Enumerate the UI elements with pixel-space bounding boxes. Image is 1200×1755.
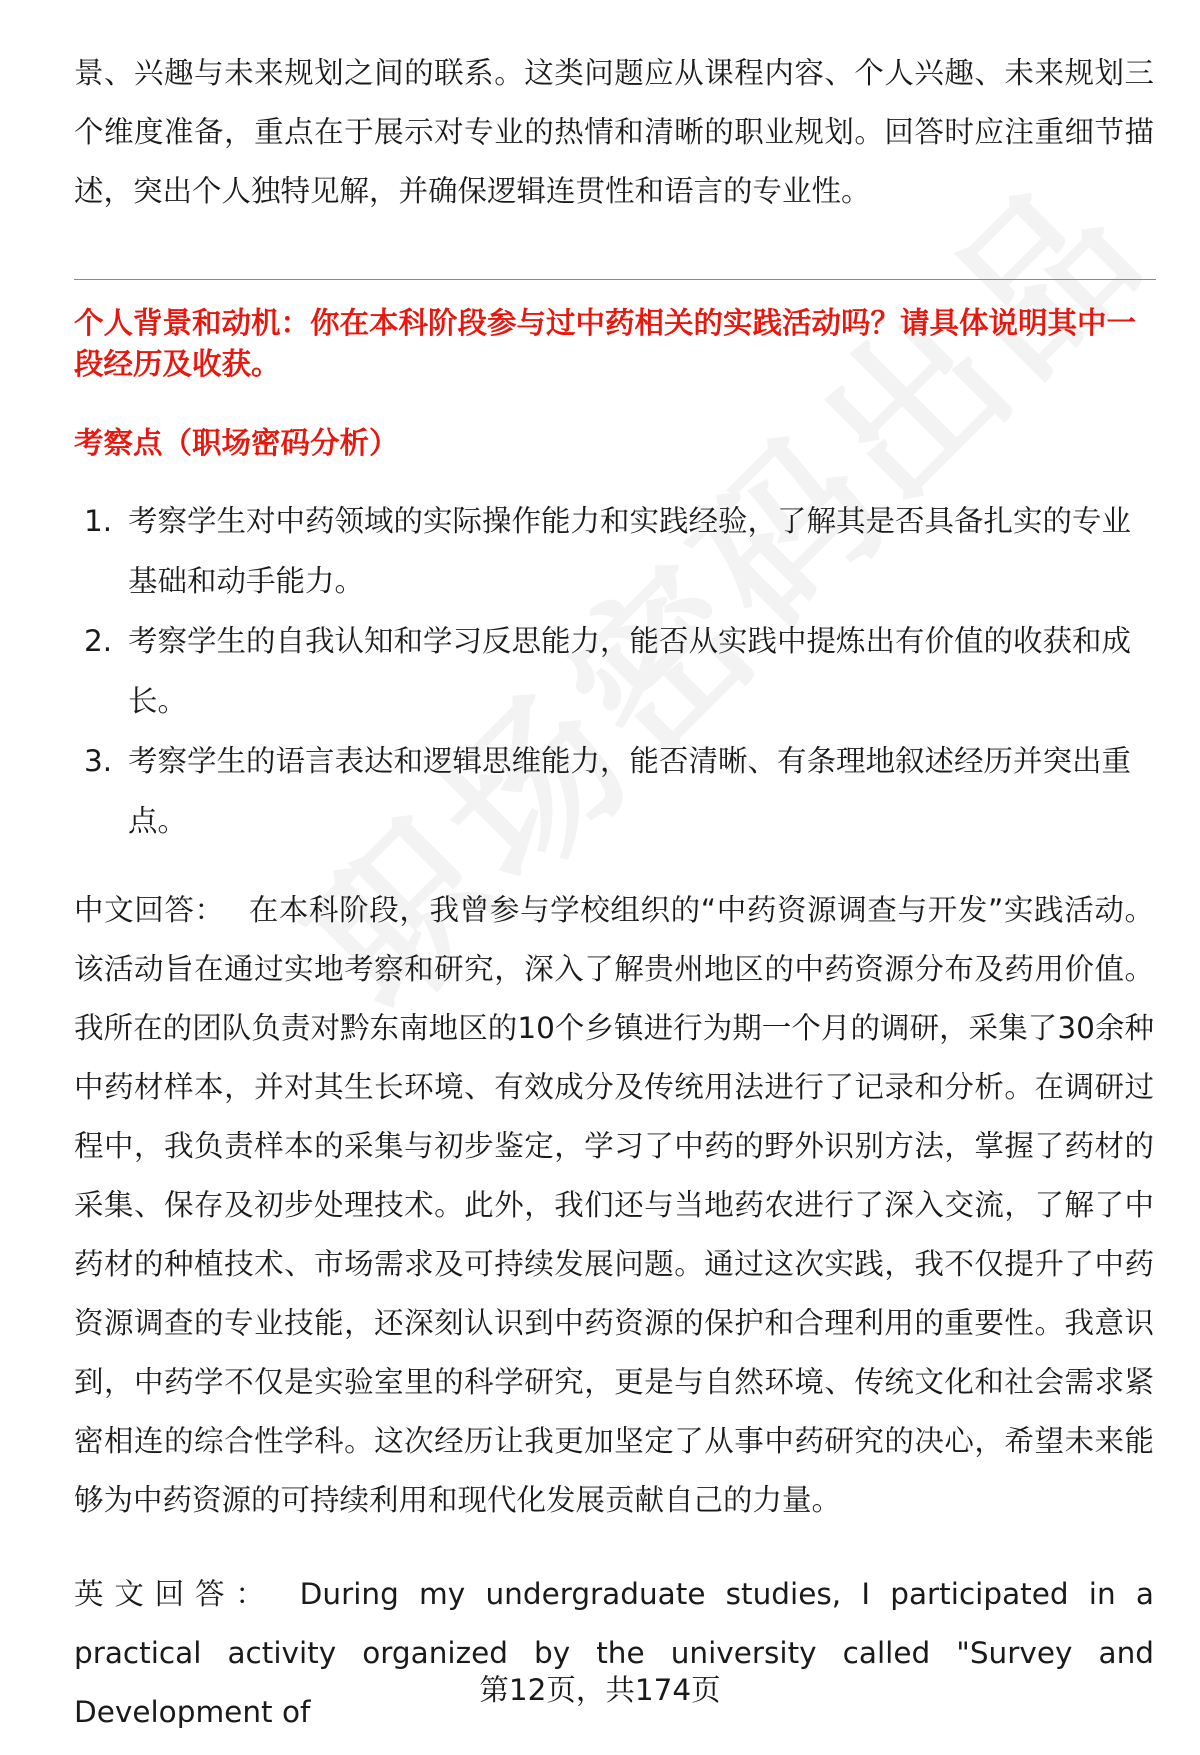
question-heading: 个人背景和动机：你在本科阶段参与过中药相关的实践活动吗？请具体说明其中一段经历及收获。: [74, 306, 1137, 381]
chinese-answer: [74, 881, 1154, 1530]
section-divider: [74, 279, 1156, 280]
chinese-answer-text: 在本科阶段，我曾参与学校组织的“中药资源调查与开发”实践活动。该活动旨在通过实地考察和研究，深入了解贵州地区的中药资源分布及药用价值。我所在的团队负责对黔东南地区的10个乡镇进行为期一个月的调研，采集了30余种中药材样本，并对其生长环境、有效成分及传统用法进行了记录和分析。在调研过程中，我负责样本的采集与初步鉴定，学习了中药的野外识别方法，掌握了药材的采集、保存及初步处理技术。此外，我们还与当地药农进行了深入交流，了解了中药材的种植技术、市场需求及可持续发展问题。通过这次实践，我不仅提升了中药资源调查的专业技能，还深刻认识到中药资源的保护和合理利用的重要性。我意识到，中药学不仅是实验室里的科学研究，更是与自然环境、传统文化和社会需求紧密相连的综合性学科。这次经历让我更加坚定了从事中药研究的决心，希望未来能够为中药资源的可持续利用和现代化发展贡献自己的力量。: [74, 893, 1154, 1517]
english-answer-label: 英文回答：: [74, 1577, 276, 1611]
page-number-footer: 第12页，共174页: [479, 1673, 721, 1707]
list-item: [74, 491, 1154, 611]
list-item-text: 考察学生的自我认知和学习反思能力，能否从实践中提炼出有价值的收获和成长。: [128, 624, 1132, 718]
assessment-heading: 考察点（职场密码分析）: [74, 426, 399, 460]
assessment-points-list: [74, 491, 1154, 851]
list-item-text: 考察学生对中药领域的实际操作能力和实践经验，了解其是否具备扎实的专业基础和动手能力。: [128, 504, 1132, 598]
list-item: [74, 731, 1154, 851]
english-answer-text: During my undergraduate studies, I participated in a practical activity organized by the university called "Survey and Development of: [74, 1577, 1154, 1729]
list-number: 1.: [84, 504, 113, 538]
intro-paragraph: 景、兴趣与未来规划之间的联系。这类问题应从课程内容、个人兴趣、未来规划三个维度准备，重点在于展示对专业的热情和清晰的职业规划。回答时应注重细节描述，突出个人独特见解，并确保逻辑连贯性和语言的专业性。: [74, 56, 1154, 208]
english-answer: [74, 1565, 1154, 1742]
list-item-text: 考察学生的语言表达和逻辑思维能力，能否清晰、有条理地叙述经历并突出重点。: [128, 744, 1132, 838]
list-number: 2.: [84, 624, 113, 658]
list-item: [74, 611, 1154, 731]
chinese-answer-label: 中文回答：: [74, 893, 225, 927]
list-number: 3.: [84, 744, 113, 778]
